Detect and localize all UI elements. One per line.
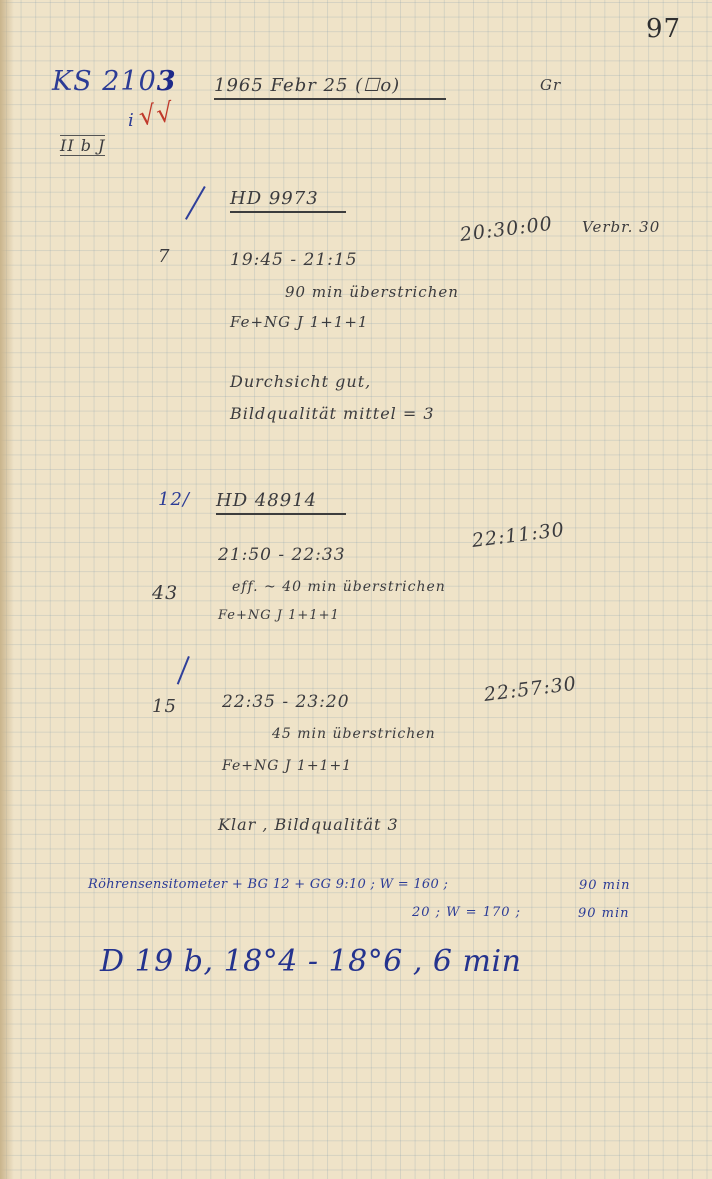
ref-tick: i xyxy=(128,110,135,131)
obs1-note-quality: Bildqualität mittel = 3 xyxy=(230,404,435,423)
sensitometer-line-1: Röhrensensitometer + BG 12 + GG 9:10 ; W = 160 ; xyxy=(88,877,449,892)
obs2-mid-time: 22:11:30 xyxy=(470,518,566,552)
obs2-number: 12/ xyxy=(158,489,190,510)
sensitometer-line-1-time: 90 min xyxy=(579,878,631,893)
obs2-exposure: eff. ~ 40 min überstrichen xyxy=(232,579,446,595)
obs2-filter: Fe+NG J 1+1+1 xyxy=(218,608,340,623)
ref-checkmarks: √√ xyxy=(137,97,177,133)
check-slash xyxy=(177,656,190,685)
page-binding-edge xyxy=(0,0,14,1179)
ref-code xyxy=(52,66,177,97)
observer-initials: Gr xyxy=(540,76,562,94)
ref-code-prefix: KS 210 xyxy=(52,66,157,97)
obs1-time-range: 19:45 - 21:15 xyxy=(230,250,358,270)
obs3-exposure: 45 min überstrichen xyxy=(272,726,436,742)
obs1-filter: Fe+NG J 1+1+1 xyxy=(230,313,369,331)
obs2-star: HD 48914 xyxy=(216,490,346,515)
entry-date: 1965 Febr 25 (☐o) xyxy=(214,75,446,100)
obs3-note: Klar , Bildqualität 3 xyxy=(218,815,399,834)
obs3-filter: Fe+NG J 1+1+1 xyxy=(222,758,353,774)
obs3-mid-time: 22:57:30 xyxy=(482,672,578,706)
roman-line: II b J xyxy=(60,136,106,155)
obs1-exposure: 90 min überstrichen xyxy=(285,283,459,301)
obs1-mid-time: 20:30:00 xyxy=(458,212,554,246)
obs1-note-transparency: Durchsicht gut, xyxy=(230,372,372,391)
sensitometer-line-2: 20 ; W = 170 ; xyxy=(412,905,522,920)
obs1-extra-note: Verbr. 30 xyxy=(582,218,661,236)
spectrogram-footer-line: D 19 b, 18°4 - 18°6 , 6 min xyxy=(100,944,522,979)
obs1-star: HD 9973 xyxy=(230,188,346,213)
page-number: 97 xyxy=(646,14,682,44)
check-slash xyxy=(185,186,206,220)
obs2-number-secondary: 43 xyxy=(152,582,179,604)
obs3-number: 15 xyxy=(152,696,177,717)
sensitometer-line-2-time: 90 min xyxy=(578,906,630,921)
obs2-time-range: 21:50 - 22:33 xyxy=(218,545,346,565)
obs3-time-range: 22:35 - 23:20 xyxy=(222,692,350,712)
ref-code-digit: 3 xyxy=(156,66,177,97)
obs1-number: 7 xyxy=(158,246,171,267)
